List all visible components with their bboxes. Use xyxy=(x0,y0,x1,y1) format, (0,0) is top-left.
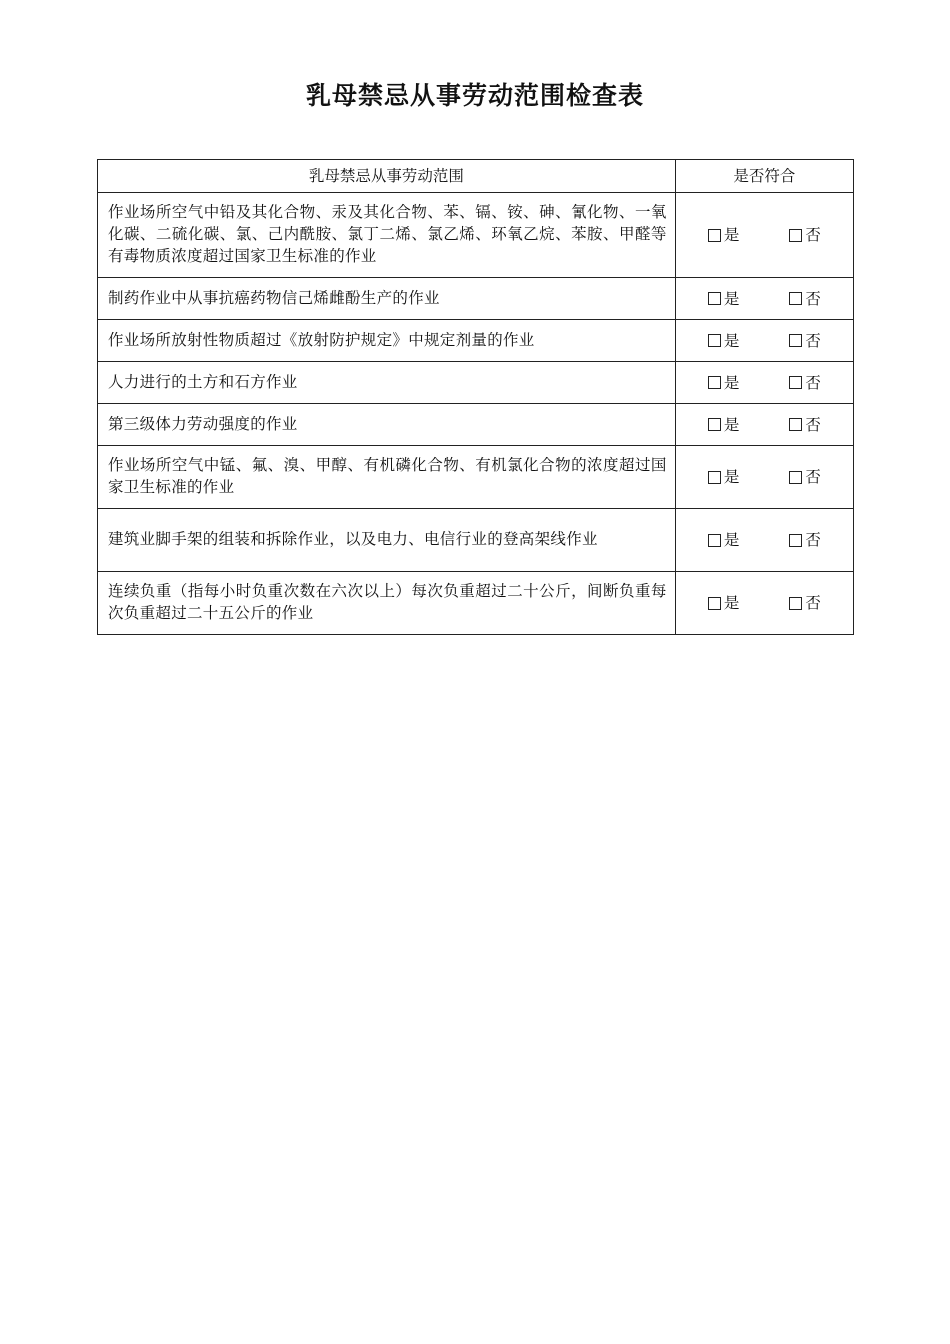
checkbox[interactable] xyxy=(789,534,802,547)
item-text: 作业场所放射性物质超过《放射防护规定》中规定剂量的作业 xyxy=(98,320,676,362)
checkbox[interactable] xyxy=(789,292,802,305)
table-row xyxy=(98,446,854,509)
checkbox[interactable] xyxy=(708,292,721,305)
yes-option[interactable] xyxy=(708,592,740,614)
yes-label: 是 xyxy=(723,289,740,308)
table-row xyxy=(98,509,854,572)
check-cell xyxy=(675,193,853,278)
no-option[interactable] xyxy=(789,466,821,488)
no-option[interactable] xyxy=(789,330,821,352)
header-item: 乳母禁忌从事劳动范围 xyxy=(98,160,676,193)
table-row xyxy=(98,572,854,635)
yes-label: 是 xyxy=(723,373,740,392)
checkbox[interactable] xyxy=(789,418,802,431)
yes-option[interactable] xyxy=(708,466,740,488)
table-row xyxy=(98,278,854,320)
check-cell xyxy=(675,446,853,509)
check-cell xyxy=(675,509,853,572)
item-text: 作业场所空气中锰、氟、溴、甲醇、有机磷化合物、有机氯化合物的浓度超过国家卫生标准的作业 xyxy=(98,446,676,509)
check-cell xyxy=(675,320,853,362)
check-cell xyxy=(675,362,853,404)
table-header-row xyxy=(98,160,854,193)
no-label: 否 xyxy=(805,373,821,392)
checkbox[interactable] xyxy=(708,229,721,242)
yes-label: 是 xyxy=(723,594,740,612)
checkbox[interactable] xyxy=(789,334,802,347)
checkbox[interactable] xyxy=(708,471,721,484)
no-label: 否 xyxy=(805,289,821,308)
no-option[interactable] xyxy=(789,372,821,394)
yes-option[interactable] xyxy=(708,372,740,394)
item-text: 作业场所空气中铅及其化合物、汞及其化合物、苯、镉、铵、砷、氰化物、一氧化碳、二硫化碳、氯、己内酰胺、氯丁二烯、氯乙烯、环氧乙烷、苯胺、甲醛等有毒物质浓度超过国家卫生标准的作业 xyxy=(98,193,676,278)
item-text: 制药作业中从事抗癌药物信己烯雌酚生产的作业 xyxy=(98,278,676,320)
checkbox[interactable] xyxy=(789,597,802,610)
yes-option[interactable] xyxy=(708,224,740,246)
header-check: 是否符合 xyxy=(675,160,853,193)
no-option[interactable] xyxy=(789,288,821,310)
item-text: 连续负重（指每小时负重次数在六次以上）每次负重超过二十公斤，间断负重每次负重超过二十五公斤的作业 xyxy=(98,572,676,635)
no-label: 否 xyxy=(805,531,821,549)
yes-label: 是 xyxy=(723,331,740,350)
check-cell xyxy=(675,404,853,446)
no-option[interactable] xyxy=(789,529,821,551)
no-label: 否 xyxy=(805,226,821,244)
yes-label: 是 xyxy=(723,531,740,549)
no-label: 否 xyxy=(805,594,821,612)
yes-option[interactable] xyxy=(708,529,740,551)
table-row xyxy=(98,193,854,278)
no-label: 否 xyxy=(805,331,821,350)
table-row xyxy=(98,320,854,362)
checkbox[interactable] xyxy=(708,334,721,347)
yes-label: 是 xyxy=(723,226,740,244)
item-text: 建筑业脚手架的组装和拆除作业，以及电力、电信行业的登高架线作业 xyxy=(98,509,676,572)
no-label: 否 xyxy=(805,415,821,434)
no-label: 否 xyxy=(805,468,821,486)
yes-label: 是 xyxy=(723,415,740,434)
table-row xyxy=(98,404,854,446)
item-text: 第三级体力劳动强度的作业 xyxy=(98,404,676,446)
inspection-table xyxy=(97,159,854,635)
checkbox[interactable] xyxy=(708,597,721,610)
checkbox[interactable] xyxy=(708,418,721,431)
no-option[interactable] xyxy=(789,592,821,614)
yes-option[interactable] xyxy=(708,330,740,352)
item-text: 人力进行的土方和石方作业 xyxy=(98,362,676,404)
check-cell xyxy=(675,572,853,635)
yes-option[interactable] xyxy=(708,288,740,310)
yes-option[interactable] xyxy=(708,414,740,436)
page-title: 乳母禁忌从事劳动范围检查表 xyxy=(305,81,644,110)
table-row xyxy=(98,362,854,404)
check-cell xyxy=(675,278,853,320)
checkbox[interactable] xyxy=(789,229,802,242)
checkbox[interactable] xyxy=(708,534,721,547)
checkbox[interactable] xyxy=(708,376,721,389)
checkbox[interactable] xyxy=(789,376,802,389)
checkbox[interactable] xyxy=(789,471,802,484)
yes-label: 是 xyxy=(723,468,740,486)
no-option[interactable] xyxy=(789,224,821,246)
no-option[interactable] xyxy=(789,414,821,436)
